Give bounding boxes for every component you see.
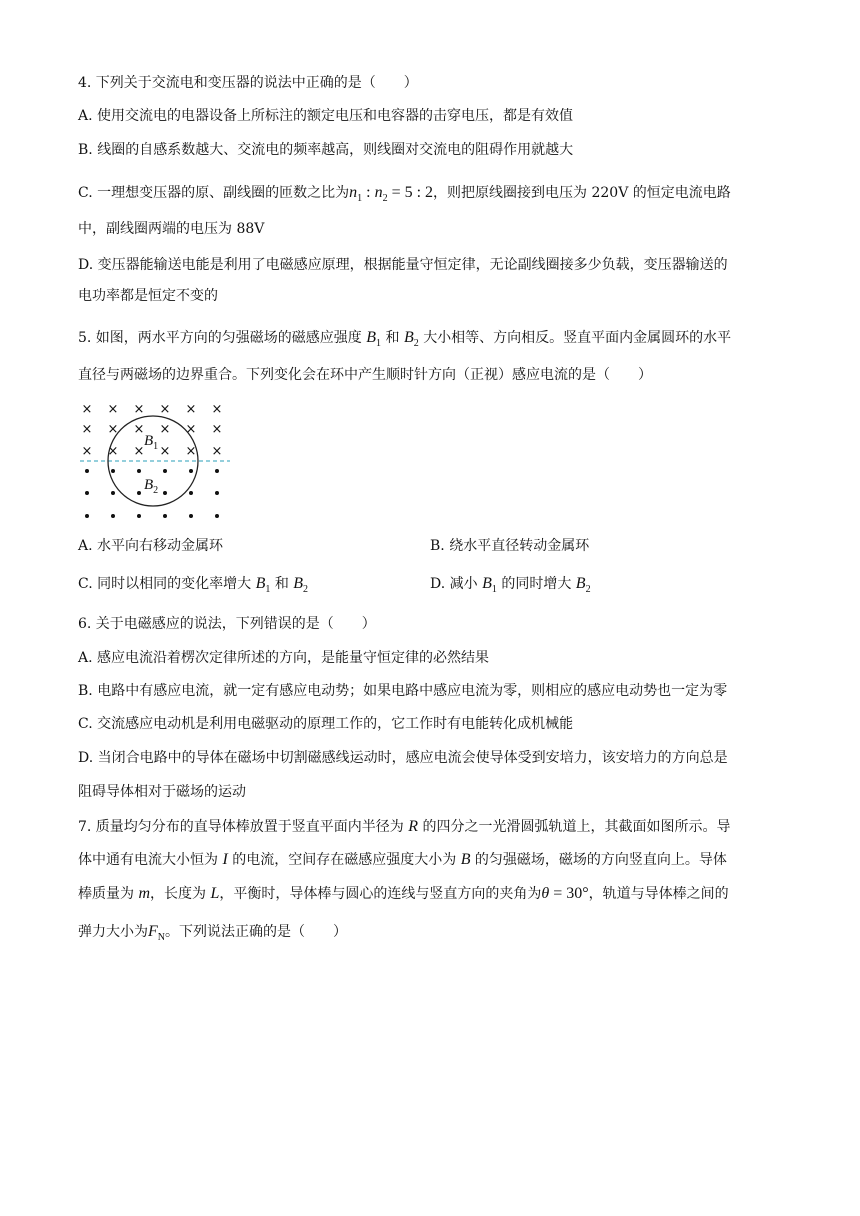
q5-option-a: A. 水平向右移动金属环 xyxy=(78,538,224,554)
q4-option-b: B. 线圈的自感系数越大、交流电的频率越高，则线圈对交流电的阻碍作用就越大 xyxy=(78,142,574,158)
q6-option-c: C. 交流感应电动机是利用电磁驱动的原理工作的，它工作时有电能转化成机械能 xyxy=(78,716,574,732)
math-n: $n_2$ xyxy=(374,184,388,205)
math-b2: $B_2$ xyxy=(403,329,419,350)
math-b1: $B_1$ xyxy=(482,575,497,596)
q5-stem-line2: 直径与两磁场的边界重合。下列变化会在环中产生顺时针方向（正视）感应电流的是（ ） xyxy=(78,367,652,383)
svg-text:×: × xyxy=(159,402,171,417)
q6-option-d-line2: 阻碍导体相对于磁场的运动 xyxy=(78,784,246,800)
math-b2: $B_2$ xyxy=(293,575,309,596)
magnetic-field-figure xyxy=(76,398,236,526)
svg-text:×: × xyxy=(211,444,223,459)
svg-text:×: × xyxy=(211,422,223,437)
svg-text:×: × xyxy=(159,444,171,459)
svg-text:×: × xyxy=(185,422,197,437)
math-theta: θ xyxy=(541,885,550,902)
q5-option-c: C. 同时以相同的变化率增大 $B_1$ 和 $B_2$ xyxy=(78,575,309,596)
svg-text:×: × xyxy=(81,402,93,417)
q4-option-d-line1: D. 变压器能输送电能是利用了电磁感应原理，根据能量守恒定律，无论副线圈接多少负载，变压器输送的 xyxy=(78,257,728,273)
math-m: m xyxy=(138,885,151,902)
svg-text:×: × xyxy=(107,422,119,437)
q6-option-a: A. 感应电流沿着楞次定律所述的方向，是能量守恒定律的必然结果 xyxy=(78,650,490,666)
math-b1: $B_1$ xyxy=(255,575,271,596)
svg-text:×: × xyxy=(133,422,145,437)
svg-text:×: × xyxy=(107,402,119,417)
svg-text:×: × xyxy=(211,402,223,417)
q4-option-d-line2: 电功率都是恒定不变的 xyxy=(78,288,218,304)
svg-text:×: × xyxy=(81,422,93,437)
svg-text:×: × xyxy=(133,444,145,459)
q5-option-d: D. 减小 $B_1$ 的同时增大 $B_2$ xyxy=(430,575,591,596)
svg-text:×: × xyxy=(185,444,197,459)
q6-stem: 6. 关于电磁感应的说法，下列错误的是（ ） xyxy=(78,616,376,632)
math-l: L xyxy=(210,885,220,902)
svg-text:×: × xyxy=(107,444,119,459)
cross-marks xyxy=(82,402,223,459)
math-r: R xyxy=(408,818,419,835)
q4-option-c-line2: 中，副线圈两端的电压为 88V xyxy=(78,221,265,237)
q7-line2: 体中通有电流大小恒为 I 的电流，空间存在磁感应强度大小为 B 的匀强磁场，磁场的方向竖直向上。导体 xyxy=(78,851,727,868)
math-b2: $B_2$ xyxy=(575,575,591,596)
math-b: B xyxy=(460,851,471,868)
label-b1: $B_1$ xyxy=(144,433,159,452)
q7-line1: 7. 质量均匀分布的直导体棒放置于竖直平面内半径为 R 的四分之一光滑圆弧轨道上，其截面如图所示。导 xyxy=(78,818,731,835)
q4-option-c-text: C. 一理想变压器的原、副线圈的匝数之比为 xyxy=(78,185,350,201)
svg-text:×: × xyxy=(185,402,197,417)
q5-option-b: B. 绕水平直径转动金属环 xyxy=(430,538,590,554)
math-b1: $B_1$ xyxy=(366,329,382,350)
q4-option-a: A. 使用交流电的电器设备上所标注的额定电压和电容器的击穿电压，都是有效值 xyxy=(78,108,574,124)
q7-line4: 弹力大小为$F_N$。下列说法正确的是（ ） xyxy=(78,923,348,944)
q6-option-b: B. 电路中有感应电流，就一定有感应电动势；如果电路中感应电流为零，则相应的感应电动势也一定为零 xyxy=(78,683,728,699)
q4-option-c-line1: C. 一理想变压器的原、副线圈的匝数之比为$n_1$ : $n_2 = 5$ : 2，则把原线圈接到电压为 220V 的恒定电流电路 xyxy=(78,184,731,205)
q5-stem-line1: 5. 如图，两水平方向的匀强磁场的磁感应强度 $B_1$ 和 $B_2$ 大小相等、方向相反。竖直平面内金属圆环的水平 xyxy=(78,329,732,350)
math-n: $n_1$ xyxy=(349,184,363,205)
q7-line3: 棒质量为 m，长度为 L，平衡时，导体棒与圆心的连线与竖直方向的夹角为θ = 30°，轨道与导体棒之间的 xyxy=(78,885,729,902)
label-b2: $B_2$ xyxy=(144,477,159,496)
q6-option-d-line1: D. 当闭合电路中的导体在磁场中切割磁感线运动时，感应电流会使导体受到安培力，该安培力的方向总是 xyxy=(78,750,728,766)
math-i: I xyxy=(222,851,228,868)
svg-text:×: × xyxy=(159,422,171,437)
q4-stem: 4. 下列关于交流电和变压器的说法中正确的是（ ） xyxy=(78,75,418,91)
math-fn: $F_N$ xyxy=(148,923,166,944)
svg-text:×: × xyxy=(133,402,145,417)
svg-text:×: × xyxy=(81,444,93,459)
